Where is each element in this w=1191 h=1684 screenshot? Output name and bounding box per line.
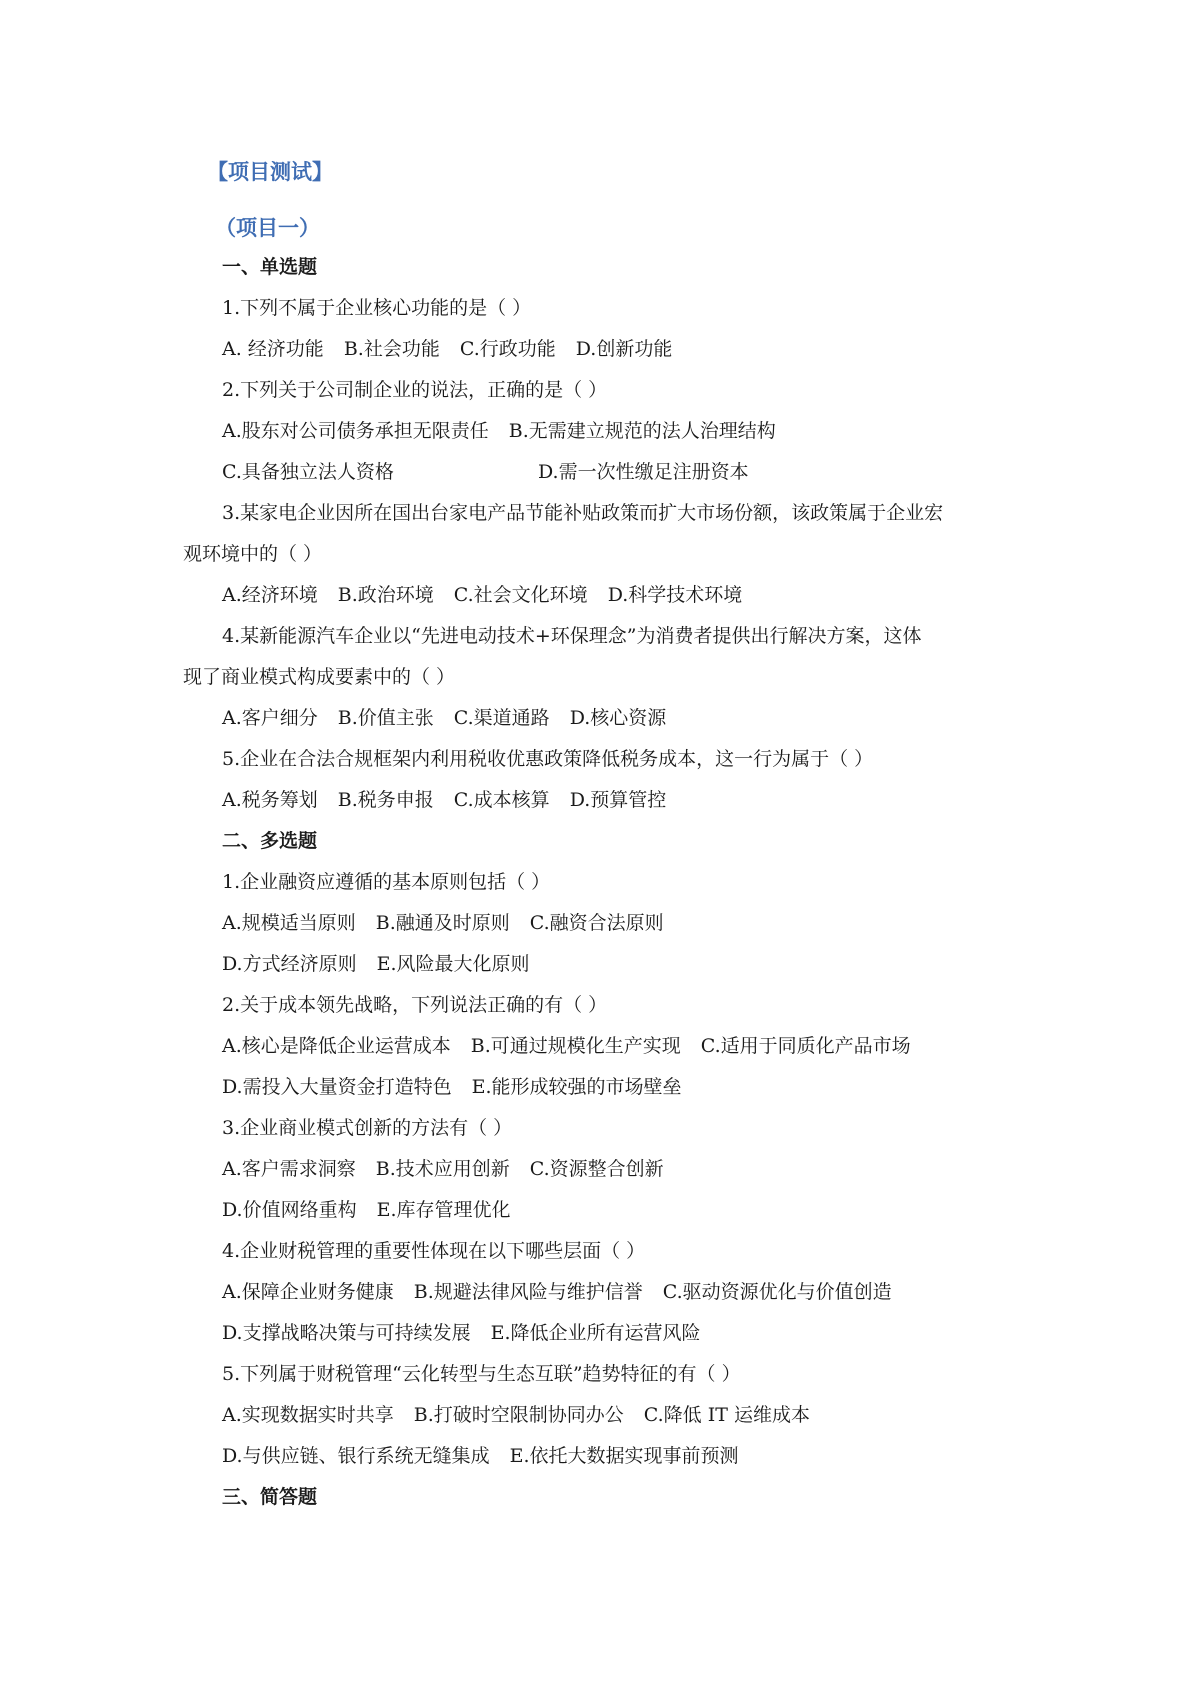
- multi-q4-text: 4.企业财税管理的重要性体现在以下哪些层面（ ）: [222, 1240, 646, 1262]
- option-b: B.税务申报: [337, 789, 434, 811]
- option-d: D.需一次性缴足注册资本: [538, 461, 749, 483]
- option-e: E.风险最大化原则: [376, 953, 530, 975]
- option-d: D.支撑战略决策与可持续发展: [222, 1322, 471, 1344]
- option-b: B.技术应用创新: [375, 1158, 510, 1180]
- option-b: B.融通及时原则: [375, 912, 510, 934]
- multi-q3-text: 3.企业商业模式创新的方法有（ ）: [222, 1117, 513, 1139]
- option-a: A.客户细分: [222, 707, 318, 729]
- option-c: C.驱动资源优化与价值创造: [662, 1281, 892, 1303]
- option-a: A.实现数据实时共享: [222, 1404, 394, 1426]
- option-a: A.税务筹划: [222, 789, 318, 811]
- option-d: D.预算管控: [569, 789, 667, 811]
- project-test-heading: 【项目测试】: [207, 160, 333, 184]
- option-d: D.价值网络重构: [222, 1199, 357, 1221]
- option-d: D.与供应链、银行系统无缝集成: [222, 1445, 490, 1467]
- option-c: C.行政功能: [459, 338, 556, 360]
- option-e: E.库存管理优化: [376, 1199, 511, 1221]
- single-q3-options: [183, 575, 1018, 616]
- option-a: A.股东对公司债务承担无限责任: [222, 420, 489, 442]
- option-b: B.政治环境: [337, 584, 434, 606]
- single-q4-text-line2: 现了商业模式构成要素中的（ ）: [183, 666, 456, 688]
- option-d: D.方式经济原则: [222, 953, 357, 975]
- option-c: C.降低 IT 运维成本: [643, 1404, 810, 1426]
- option-d: D.科学技术环境: [607, 584, 743, 606]
- option-a: A.保障企业财务健康: [222, 1281, 394, 1303]
- option-b: B.无需建立规范的法人治理结构: [508, 420, 776, 442]
- option-c: C.资源整合创新: [529, 1158, 664, 1180]
- multi-q3-options-row1: [183, 1149, 1018, 1190]
- option-c: C.成本核算: [453, 789, 550, 811]
- option-a: A.客户需求洞察: [222, 1158, 356, 1180]
- option-b: B.规避法律风险与维护信誉: [413, 1281, 643, 1303]
- multi-q4-options-row2: [183, 1313, 1018, 1354]
- option-d: D.创新功能: [575, 338, 673, 360]
- option-e: E.降低企业所有运营风险: [490, 1322, 701, 1344]
- multi-q1-options-row2: [183, 944, 1018, 985]
- option-d: D.核心资源: [569, 707, 667, 729]
- multi-q5-options-row2: [183, 1436, 1018, 1477]
- question-content: [183, 247, 1018, 1518]
- single-q5-options: [183, 780, 1018, 821]
- single-q2-options-row1: [183, 411, 1018, 452]
- single-q2-options-row2: [183, 452, 1018, 493]
- option-c: C.社会文化环境: [453, 584, 588, 606]
- multi-q4-options-row1: [183, 1272, 1018, 1313]
- single-q1-options: [183, 329, 1018, 370]
- single-q2-text: 2.下列关于公司制企业的说法，正确的是（ ）: [222, 379, 608, 401]
- option-a: A.核心是降低企业运营成本: [222, 1035, 451, 1057]
- option-a: A.经济环境: [222, 584, 318, 606]
- multi-q5-text: 5.下列属于财税管理“云化转型与生态互联”趋势特征的有（ ）: [222, 1363, 741, 1385]
- multi-q5-options-row1: [183, 1395, 1018, 1436]
- option-c: C.具备独立法人资格: [222, 461, 394, 483]
- single-q3-text-line1: 3.某家电企业因所在国出台家电产品节能补贴政策而扩大市场份额，该政策属于企业宏: [222, 502, 944, 524]
- project-one-heading: （项目一）: [215, 216, 320, 240]
- option-a: A. 经济功能: [222, 338, 324, 360]
- single-q3-text-line2: 观环境中的（ ）: [183, 543, 323, 565]
- single-q5-text: 5.企业在合法合规框架内利用税收优惠政策降低税务成本，这一行为属于（ ）: [222, 748, 874, 770]
- single-q1-text: 1.下列不属于企业核心功能的是（ ）: [222, 297, 532, 319]
- single-q4-options: [183, 698, 1018, 739]
- option-d: D.需投入大量资金打造特色: [222, 1076, 452, 1098]
- option-c: C.融资合法原则: [529, 912, 664, 934]
- option-b: B.价值主张: [337, 707, 434, 729]
- option-c: C.渠道通路: [453, 707, 550, 729]
- multi-q2-options-row1: [183, 1026, 1018, 1067]
- single-choice-title: 一、单选题: [222, 256, 318, 278]
- single-q4-text-line1: 4.某新能源汽车企业以“先进电动技术+环保理念”为消费者提供出行解决方案，这体: [222, 625, 922, 647]
- option-b: B.打破时空限制协同办公: [413, 1404, 624, 1426]
- multi-q1-text: 1.企业融资应遵循的基本原则包括（ ）: [222, 871, 551, 893]
- option-b: B.社会功能: [343, 338, 440, 360]
- option-e: E.能形成较强的市场壁垒: [471, 1076, 682, 1098]
- multi-q1-options-row1: [183, 903, 1018, 944]
- short-answer-title: 三、简答题: [222, 1486, 318, 1508]
- option-e: E.依托大数据实现事前预测: [509, 1445, 739, 1467]
- multi-q2-options-row2: [183, 1067, 1018, 1108]
- multi-q2-text: 2.关于成本领先战略，下列说法正确的有（ ）: [222, 994, 608, 1016]
- option-a: A.规模适当原则: [222, 912, 356, 934]
- multi-choice-title: 二、多选题: [222, 830, 318, 852]
- option-b: B.可通过规模化生产实现: [470, 1035, 681, 1057]
- multi-q3-options-row2: [183, 1190, 1018, 1231]
- option-c: C.适用于同质化产品市场: [700, 1035, 911, 1057]
